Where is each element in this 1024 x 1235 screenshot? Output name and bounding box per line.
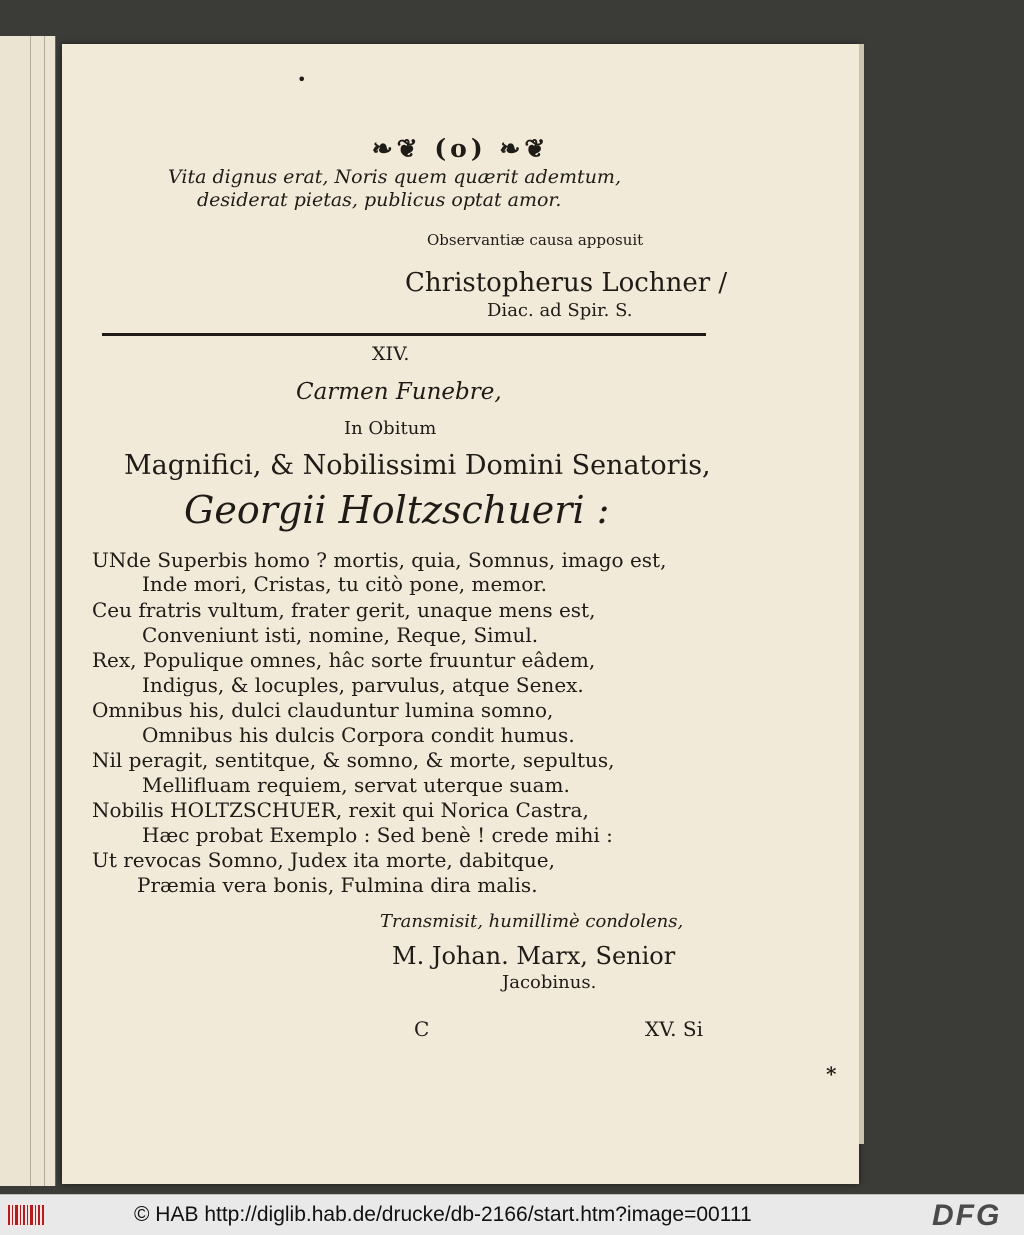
dedicatee-name: Georgii Holtzschueri : (184, 488, 610, 532)
section-divider (102, 333, 706, 336)
verse-line-14: Præmia vera bonis, Fulmina dira malis. (137, 873, 538, 897)
verse-line-9: Nil peragit, sentitque, & somno, & morte, sepultus, (92, 748, 615, 772)
verse-line-13: Ut revocas Somno, Judex ita morte, dabitque, (92, 848, 555, 872)
verse-line-5: Rex, Populique omnes, hâc sorte fruuntur eâdem, (92, 648, 596, 672)
verse-line-3: Ceu fratris vultum, frater gerit, unaque mens est, (92, 598, 596, 622)
verse-line-10: Mellifluam requiem, servat uterque suam. (142, 773, 570, 797)
copyright-url[interactable]: © HAB http://diglib.hab.de/drucke/db-2166/start.htm?image=00111 (134, 1203, 752, 1226)
verse-line-6: Indigus, & locuples, parvulus, atque Senex. (142, 673, 584, 697)
verse-line-2: Inde mori, Cristas, tu citò pone, memor. (142, 572, 548, 596)
scanned-page (62, 44, 859, 1184)
footer-bar (0, 1194, 1024, 1235)
verse-line-7: Omnibus his, dulci clauduntur lumina somno, (92, 698, 554, 722)
poem-title: Carmen Funebre, (296, 379, 502, 405)
verse-line-8: Omnibus his dulcis Corpora condit humus. (142, 723, 575, 747)
author-1-title: Diac. ad Spir. S. (487, 300, 633, 321)
signature-mark: C (414, 1017, 430, 1041)
verse-line-1: UNde Superbis homo ? mortis, quia, Somnus, imago est, (92, 548, 667, 572)
catchword: XV. Si (645, 1017, 703, 1041)
previous-page-edge (0, 36, 56, 1186)
author-2-name: M. Johan. Marx, Senior (392, 942, 676, 970)
verse-line-12: Hæc probat Exemplo : Sed benè ! crede mihi : (142, 823, 613, 847)
barcode-icon (6, 1203, 46, 1227)
section-number: XIV. (372, 343, 410, 365)
attribution-2: Transmisit, humillimè condolens, (380, 911, 684, 932)
author-2-title: Jacobinus. (502, 972, 597, 993)
verse-line-11: Nobilis HOLTZSCHUER, rexit qui Norica Castra, (92, 798, 589, 822)
author-1-name: Christopherus Lochner / (405, 268, 728, 298)
epigram-line-1: Vita dignus erat, Noris quem quærit ademtum, (168, 166, 621, 188)
in-obitum: In Obitum (344, 418, 437, 439)
verse-line-4: Conveniunt isti, nomine, Reque, Simul. (142, 623, 539, 647)
dot-mark: • (297, 70, 307, 89)
dfg-logo: DFG (932, 1199, 1002, 1232)
dedicatee-line: Magnifici, & Nobilissimi Domini Senatoris, (124, 450, 711, 481)
corner-mark: * (826, 1062, 837, 1086)
attribution-1: Observantiæ causa apposuit (427, 231, 644, 249)
next-page-edge (859, 44, 864, 1144)
epigram-line-2: desiderat pietas, publicus optat amor. (197, 189, 562, 211)
ornament-icon: ❧❦ (o) ❧❦ (371, 134, 550, 163)
